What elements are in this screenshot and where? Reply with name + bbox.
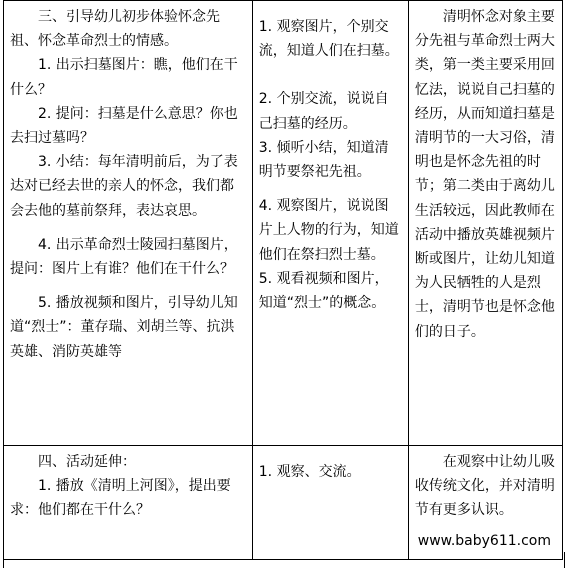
table-bottom-edge: [3, 552, 565, 568]
child-activity-cell: [252, 1, 408, 446]
site-watermark: www.baby611.com: [417, 533, 551, 549]
activity-text: 1. 观察、交流。: [258, 464, 361, 480]
design-intent-cell: [408, 1, 562, 446]
section-heading: 四、活动延伸：: [38, 454, 136, 470]
procedure-cell: [4, 446, 253, 560]
section-heading: 三、引导幼儿初步体验怀念先祖、怀念革命烈士的情感。: [10, 9, 220, 50]
activity-text: 3. 倾听小结，知道清明节要祭祀先祖。: [258, 139, 389, 181]
step-text: 2. 提问：扫墓是什么意思？你也去扫过墓吗？: [10, 105, 238, 147]
activity-text: 2. 个别交流，说说自己扫墓的经历。: [258, 91, 389, 132]
activity-text: 4. 观察图片，说说图片上人物的行为，知道他们在祭扫烈士墓。: [258, 198, 399, 263]
activity-text: 1. 观察图片，个别交流，知道人们在扫墓。: [258, 19, 399, 60]
child-activity-cell: [252, 446, 408, 560]
activity-text: 5. 观看视频和图片，知道“烈士”的概念。: [258, 270, 389, 312]
step-text: 1. 出示扫墓图片：瞧，他们在干什么？: [10, 57, 238, 98]
step-text: 4. 出示革命烈士陵园扫墓图片，提问：图片上有谁？他们在干什么？: [10, 236, 238, 278]
step-text: 3. 小结：每年清明前后，为了表达对已经去世的亲人的怀念，我们都会去他的墓前祭拜，表达哀思。: [10, 154, 238, 219]
table-row: [4, 1, 563, 446]
intent-text: 在观察中让幼儿吸收传统文化，并对清明节有更多认识。: [414, 454, 555, 519]
intent-text: 清明怀念对象主要分先祖与革命烈士两大类，第一类主要采用回忆法，说说自己扫墓的经历，从而知道扫墓是清明节的一大习俗，清明也是怀念先祖的时节；第二类由于离幼儿生活较远，因此教师在活动中播放英雄视频片断或图片，让幼儿知道为人民牺牲的人是烈士，清明节也是怀念他们的日子。: [414, 9, 555, 340]
step-text: 1. 播放《清明上河图》，提出要求：他们都在干什么？: [10, 478, 231, 519]
step-text: 5. 播放视频和图片，引导幼儿知道“烈士”：董存瑞、刘胡兰等、抗洪英雄、消防英雄等: [10, 295, 238, 360]
procedure-cell: [4, 1, 253, 446]
lesson-plan-table: [3, 0, 563, 560]
